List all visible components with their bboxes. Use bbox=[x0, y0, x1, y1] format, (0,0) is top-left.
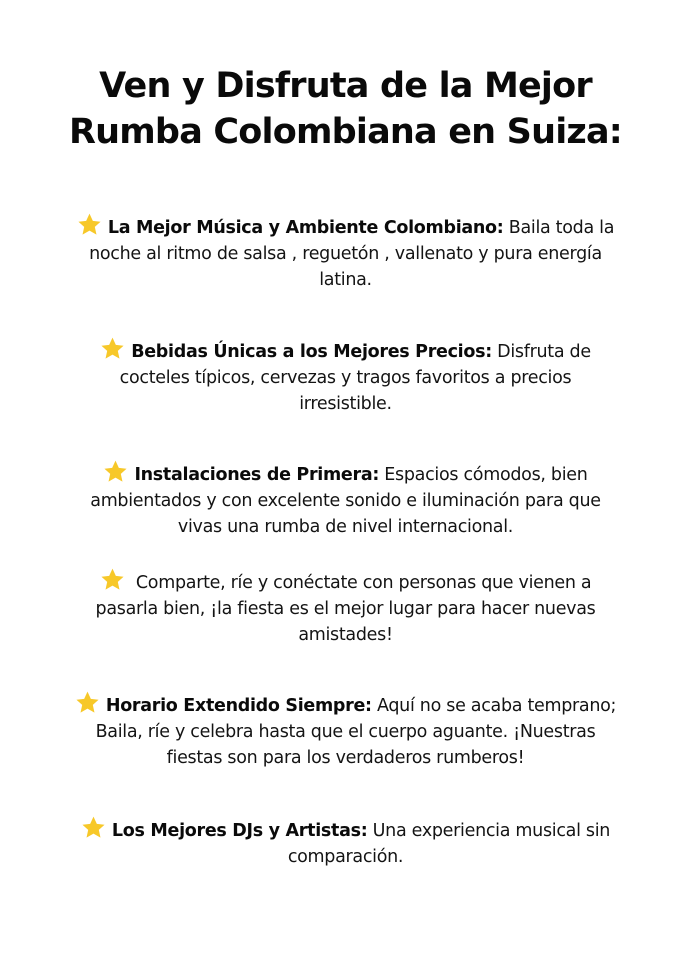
feature-text: Comparte, ríe y conéctate con personas que vienen a bbox=[130, 573, 592, 593]
feature-item-facilities bbox=[42, 459, 649, 540]
feature-text: Aquí no se acaba temprano; bbox=[371, 696, 617, 716]
feature-text: Espacios cómodos, bien bbox=[379, 465, 588, 485]
star-icon bbox=[103, 459, 128, 484]
feature-heading: Instalaciones de Primera: bbox=[134, 465, 380, 485]
star-icon bbox=[77, 212, 102, 237]
feature-heading: Bebidas Únicas a los Mejores Precios: bbox=[131, 342, 492, 362]
feature-item-line bbox=[42, 815, 649, 844]
feature-heading: La Mejor Música y Ambiente Colombiano: bbox=[107, 218, 504, 238]
feature-item-drinks bbox=[42, 336, 649, 417]
feature-text: noche al ritmo de salsa , reguetón , vallenato y pura energía bbox=[89, 244, 602, 264]
feature-text: comparación. bbox=[287, 847, 404, 867]
feature-text: pasarla bien, ¡la fiesta es el mejor lugar para hacer nuevas bbox=[95, 599, 596, 619]
feature-item-line bbox=[42, 690, 649, 719]
feature-text: cocteles típicos, cervezas y tragos favoritos a precios bbox=[119, 368, 572, 388]
feature-text: Una experiencia musical sin bbox=[367, 821, 611, 841]
title-line-1: Ven y Disfruta de la Mejor bbox=[99, 66, 592, 106]
star-icon bbox=[75, 690, 100, 715]
feature-item-line bbox=[42, 212, 649, 241]
feature-item-schedule bbox=[42, 690, 649, 771]
feature-text: ambientados y con excelente sonido e iluminación para que bbox=[90, 491, 601, 511]
feature-text: fiestas son para los verdaderos rumberos! bbox=[166, 748, 525, 768]
feature-text: vivas una rumba de nivel internacional. bbox=[177, 517, 514, 537]
feature-heading: Horario Extendido Siempre: bbox=[105, 696, 372, 716]
feature-item-line bbox=[42, 567, 649, 596]
feature-text: amistades! bbox=[298, 625, 393, 645]
star-icon bbox=[100, 567, 125, 592]
feature-text: Baila, ríe y celebra hasta que el cuerpo aguante. ¡Nuestras bbox=[95, 722, 596, 742]
feature-item-line bbox=[42, 459, 649, 488]
feature-item-djs bbox=[42, 815, 649, 870]
star-icon bbox=[81, 815, 106, 840]
feature-text: Baila toda la bbox=[503, 218, 615, 238]
feature-text: latina. bbox=[319, 270, 372, 290]
feature-item-social bbox=[42, 567, 649, 648]
feature-item-line bbox=[42, 336, 649, 365]
title-line-2: Rumba Colombiana en Suiza: bbox=[69, 112, 622, 152]
feature-text: irresistible. bbox=[299, 394, 392, 414]
feature-item-music bbox=[42, 212, 649, 293]
feature-text: Disfruta de bbox=[491, 342, 591, 362]
page-title bbox=[30, 63, 661, 155]
star-icon bbox=[100, 336, 125, 361]
feature-heading: Los Mejores DJs y Artistas: bbox=[111, 821, 368, 841]
